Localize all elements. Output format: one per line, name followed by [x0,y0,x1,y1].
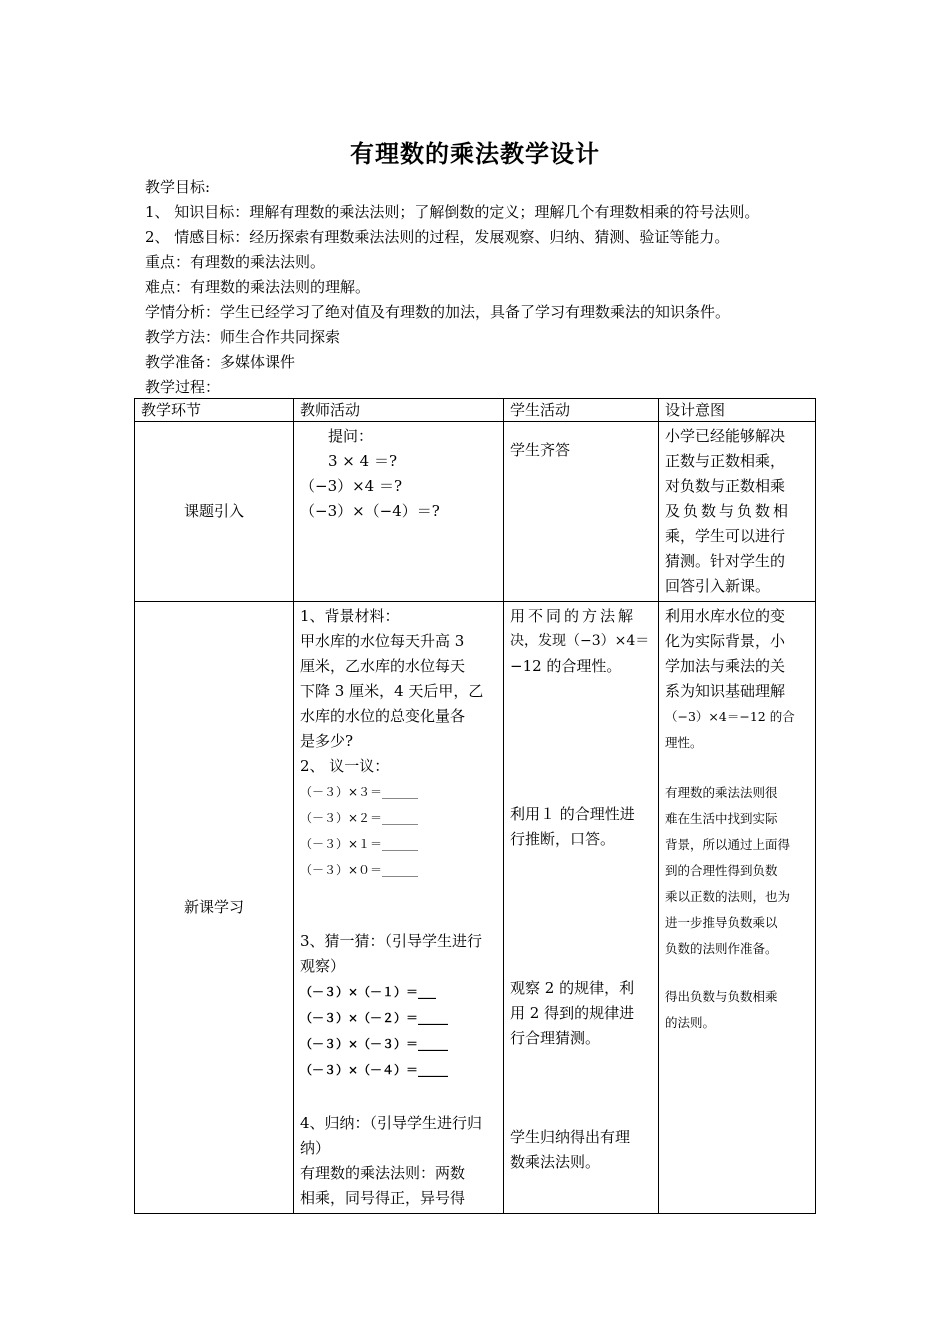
section-intro: 课题引入 [135,422,294,602]
intent-line: 负数的法则作准备。 [665,941,778,956]
table-row-new-lesson [135,602,816,1214]
intent-line: 的法则。 [665,1015,716,1030]
exercise-line: （－３）×（－２）＝_____ [300,1011,449,1025]
intent-line: （−3）×4＝−12 的合 [665,709,795,724]
teacher-line: 2、 议一议： [300,757,390,775]
intro-intent-cell [659,422,816,602]
student-line: 行合理猜测。 [510,1029,601,1047]
teacher-line: 观察） [300,957,346,975]
exercise-line: （－３）×０＝______ [300,863,419,877]
student-line: 数乘法法则。 [510,1153,601,1171]
teacher-line: （−3）×（−4）＝? [300,502,440,520]
exercise-line: （－３）×３＝______ [300,785,419,799]
spacer [300,883,497,929]
student-line: −12 的合理性。 [510,657,622,675]
new-student-cell [504,602,659,1214]
intro-teacher-cell [294,422,504,602]
exercise-line: （－３）×（－１）＝___ [300,985,437,999]
student-line: 用不同的方法解 [510,607,637,625]
teacher-line: 1、背景材料： [300,607,400,625]
intent-line: 利用水库水位的变 [665,607,786,625]
teaching-preparation: 教学准备：多媒体课件 [145,353,296,371]
teacher-line: 提问： [328,427,374,445]
intent-line: 难在生活中找到实际 [665,811,778,826]
section-new-lesson: 新课学习 [135,602,294,1214]
student-line: 学生归纳得出有理 [510,1128,631,1146]
exercise-line: （－３）×１＝______ [300,837,419,851]
exercise-line: （－３）×２＝______ [300,811,419,825]
student-line: 学生齐答 [510,441,571,459]
intro-student-cell [504,422,659,602]
new-teacher-cell [294,602,504,1214]
spacer [665,756,809,780]
spacer [665,962,809,984]
student-line: 行推断，口答。 [510,830,616,848]
spacer [300,1083,497,1111]
intent-line: 学加法与乘法的关 [665,657,786,675]
intent-line: 猜测。针对学生的 [665,552,786,570]
teaching-method: 教学方法：师生合作共同探索 [145,328,341,346]
intent-line: 得出负数与负数相乘 [665,989,778,1004]
process-label: 教学过程： [145,378,221,396]
key-point: 重点：有理数的乘法法则。 [145,253,326,271]
header-intent: 设计意图 [659,399,816,422]
intent-line: 到的合理性得到负数 [665,863,778,878]
teacher-line: 下降 3 厘米，4 天后甲，乙 [300,682,484,700]
teacher-line: （−3）×4 ＝? [300,477,403,495]
student-block-3 [510,976,634,1051]
teacher-line: 有理数的乘法法则：两数 [300,1164,466,1182]
teacher-line: 厘米，乙水库的水位每天 [300,657,466,675]
intent-line: 乘，学生可以进行 [665,527,786,545]
difficulty: 难点：有理数的乘法法则的理解。 [145,278,371,296]
intent-line: 背景，所以通过上面得 [665,837,791,852]
student-line: 用 2 得到的规律进 [510,1004,635,1022]
intent-line: 乘以正数的法则，也为 [665,889,791,904]
table-row-intro [135,422,816,602]
student-line: 观察 2 的规律，利 [510,979,635,997]
table-header-row [135,399,816,422]
intent-line: 对负数与正数相乘 [665,477,786,495]
intent-line: 系为知识基础理解 [665,682,786,700]
intent-line: 化为实际背景，小 [665,632,786,650]
page-title: 有理数的乘法教学设计 [350,139,600,168]
student-block-2 [510,802,635,852]
intro-section [145,175,825,400]
teacher-line: 相乘，同号得正，异号得 [300,1189,466,1207]
intent-line: 小学已经能够解决 [665,427,786,445]
exercise-line: （－３）×（－３）＝_____ [300,1037,449,1051]
intent-line: 进一步推导负数乘以 [665,915,778,930]
new-intent-cell [659,602,816,1214]
header-teacher: 教师活动 [294,399,504,422]
intent-line: 回答引入新课。 [665,577,771,595]
emotion-goal: 2、 情感目标：经历探索有理数乘法法则的过程，发展观察、归纳、猜测、验证等能力。 [145,228,730,246]
intent-line: 及负数与负数相 [665,502,792,520]
header-student: 学生活动 [504,399,659,422]
knowledge-goal: 1、 知识目标：理解有理数的乘法法则；了解倒数的定义；理解几个有理数相乘的符号法则。 [145,203,760,221]
header-stage: 教学环节 [135,399,294,422]
student-line: 利用１ 的合理性进 [510,805,635,823]
teacher-line: 4、归纳：（引导学生进行归 [300,1114,483,1132]
goals-label: 教学目标: [145,178,211,196]
exercise-line: （－３）×（－４）＝_____ [300,1063,449,1077]
teacher-line: 纳） [300,1139,331,1157]
teacher-line: 是多少? [300,732,354,750]
teacher-line: 3、猜一猜：（引导学生进行 [300,932,483,950]
student-analysis: 学情分析：学生已经学习了绝对值及有理数的加法，具备了学习有理数乘法的知识条件。 [145,303,731,321]
teacher-line: 3 × 4 ＝? [328,452,398,470]
student-line: 决，发现（−3）×4＝ [510,633,650,649]
intent-line: 正数与正数相乘， [665,452,786,470]
intent-line: 理性。 [665,735,703,750]
teacher-line: 水库的水位的总变化量各 [300,707,466,725]
teacher-line: 甲水库的水位每天升高 3 [300,632,465,650]
intent-line: 有理数的乘法法则很 [665,785,778,800]
student-block-4 [510,1125,630,1175]
lesson-table [134,398,816,1214]
